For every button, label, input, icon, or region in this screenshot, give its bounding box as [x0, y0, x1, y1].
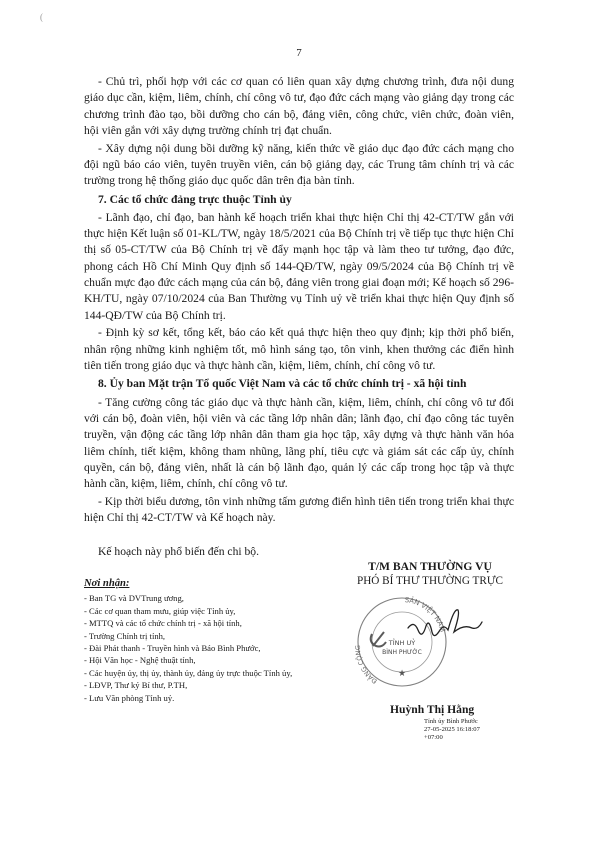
recipient-item: - Đài Phát thanh - Truyền hình và Báo Bình Phước,	[84, 643, 261, 654]
recipient-item: - Lưu Văn phòng Tỉnh uỷ.	[84, 692, 175, 703]
seal-center-top: TỈNH UỶ	[388, 639, 416, 647]
paragraph: - Chủ trì, phối hợp với các cơ quan có liên quan xây dựng chương trình, đưa nội dung giáo dục cần, kiệm, liêm, chính, chí công vô tư, đạo đức cách mạng vào giảng dạy trong các chương trình đào tạo, bồi dưỡng cho cán bộ, đảng viên, công chức, viên chức, đoàn viên, hội viên gắn với xây dựng trường chính trị đạt chuẩn.	[84, 75, 514, 137]
recipients-title: Nơi nhận:	[84, 578, 130, 589]
seal-ring-text: SẢN VIỆT NAM	[404, 596, 447, 634]
recipient-item: - Hội Văn học - Nghệ thuật tỉnh,	[84, 655, 196, 666]
closing-line: Kế hoạch này phổ biến đến chi bộ.	[98, 545, 259, 558]
recipient-item: - Các huyện ủy, thị ủy, thành ủy, đảng ủy trực thuộc Tỉnh ủy,	[84, 667, 293, 678]
signer-name: Huỳnh Thị Hằng	[390, 703, 475, 716]
paragraph: - Lãnh đạo, chỉ đạo, ban hành kế hoạch triển khai thực hiện Chỉ thị 42-CT/TW gắn với thực hiện Kết luận số 01-KL/TW, ngày 18/5/2021 của Bộ Chính trị về tiếp tục thực hiện Chỉ thị số 05-CT/TW của Bộ Chính trị về đẩy mạnh học tập và làm theo tư tưởng, đạo đức, phong cách Hồ Chí Minh Quy định số 144-QĐ/TW, ngày 09/5/2024 của Bộ Chính trị về chuẩn mực đạo đức cách mạng của cán bộ, đảng viên trong giai đoạn mới; Kế hoạch số 296-KH/TU, ngày 07/10/2024 của Ban Thường vụ Tỉnh uỷ về triển khai thực hiện Quy định số 144-QĐ/TW của Bộ Chính trị.	[84, 210, 514, 322]
star-icon: ★	[397, 669, 407, 679]
recipient-item: - LĐVP, Thư ký Bí thư, P.TH,	[84, 680, 188, 691]
digital-org: Tỉnh ủy Bình Phước	[424, 718, 478, 725]
seal-ring-text-left: ĐẢNG CỘNG	[354, 645, 379, 686]
recipients-block	[84, 578, 314, 704]
document-body	[84, 74, 514, 528]
digital-signature-stamp	[424, 718, 514, 742]
signature-title: T/M BAN THƯỜNG VỤ	[368, 560, 492, 573]
paragraph: - Kịp thời biểu dương, tôn vinh những tấm gương điển hình tiên tiến trong triển khai thực hiện Chỉ thị 42-CT/TW và Kế hoạch này.	[84, 494, 514, 525]
signature-subtitle: PHÓ BÍ THƯ THƯỜNG TRỰC	[356, 575, 503, 587]
recipient-item: - Ban TG và DVTrung ương,	[84, 593, 184, 604]
signature-block	[330, 560, 530, 587]
recipient-item: - Các cơ quan tham mưu, giúp việc Tỉnh ủy,	[84, 605, 236, 616]
paragraph: - Định kỳ sơ kết, tổng kết, báo cáo kết quả thực hiện theo quy định; kịp thời phổ biến, nhân rộng những kinh nghiệm tốt, mô hình sáng tạo, tôn vinh, khen thưởng các điển hình tiên tiến trong giáo dục và thực hành cần, kiệm, liêm, chính, chí công vô tư.	[84, 326, 514, 373]
seal-center-bottom: BÌNH PHƯỚC	[382, 649, 422, 656]
scan-artifact: (	[40, 12, 43, 22]
official-seal-icon	[350, 590, 500, 695]
recipient-item: - Trường Chính trị tỉnh,	[84, 630, 166, 641]
seal-and-signature	[350, 590, 500, 695]
svg-text:ĐẢNG CỘNG	[354, 645, 379, 685]
digital-tz: +07:00	[424, 734, 443, 741]
section-heading-8: 8. Ủy ban Mặt trận Tổ quốc Việt Nam và các tổ chức chính trị - xã hội tỉnh	[98, 377, 467, 391]
recipient-item: - MTTQ và các tổ chức chính trị - xã hội tỉnh,	[84, 618, 242, 629]
paragraph: - Tăng cường công tác giáo dục và thực hành cần, kiệm, liêm, chính, chí công vô tư đối với cán bộ, đoàn viên, hội viên và các tầng lớp nhân dân; lãnh đạo, chỉ đạo công tác tuyên truyền, vận động các tầng lớp nhân dân tham gia học tập, xây dựng và thực hành văn hóa liêm chính, tiết kiệm, không tham nhũng, lãng phí, tiêu cực và giám sát các cấp ủy, chính quyền, cán bộ, đảng viên, nhất là cán bộ lãnh đạo, quản lý các cấp trong học tập và thực hành cần, kiệm, liêm, chính, chí công vô tư.	[84, 395, 514, 491]
page-number: 7	[296, 47, 302, 59]
section-heading-7: 7. Các tổ chức đảng trực thuộc Tỉnh ủy	[98, 192, 292, 206]
paragraph: - Xây dựng nội dung bồi dưỡng kỹ năng, kiến thức về giáo dục đạo đức cách mạng cho đội ngũ báo cáo viên, tuyên truyền viên, cán bộ giảng dạy, các Trung tâm chính trị và các trường trong hệ thống giáo dục quốc dân trên địa bàn tỉnh.	[84, 141, 514, 188]
digital-datetime: 27-05-2025 16:18:07	[424, 726, 480, 733]
